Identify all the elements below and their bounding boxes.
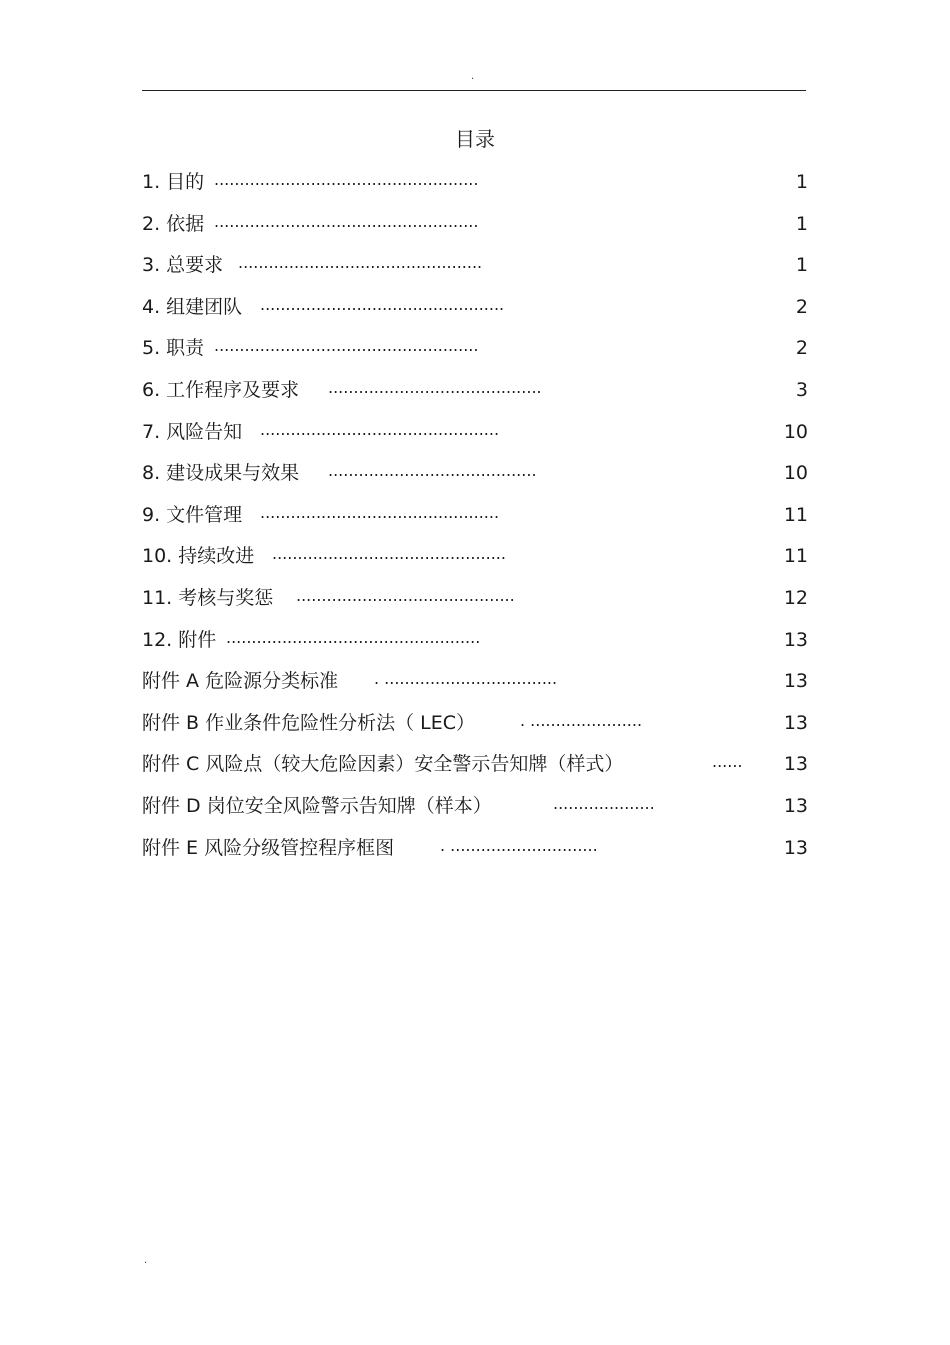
toc-entry-leader: .................................................... <box>214 170 479 189</box>
toc-entry-7[interactable] <box>142 416 808 458</box>
toc-entry-label: 附件 B 作业条件危险性分析法（ LEC） <box>142 711 476 734</box>
footer-mark: . <box>144 1255 148 1266</box>
toc-entry-label: 4. 组建团队 <box>142 295 243 318</box>
toc-entry-label: 7. 风险告知 <box>142 420 243 443</box>
toc-entry-leader: ...... <box>712 752 743 772</box>
table-of-contents <box>142 166 808 873</box>
toc-entry-8[interactable] <box>142 457 808 499</box>
toc-entry-leader: ................................................ <box>260 294 505 314</box>
toc-entry-label: 11. 考核与奖惩 <box>142 586 274 609</box>
toc-entry-12[interactable] <box>142 624 808 666</box>
toc-entry-leader: . ...................... <box>520 710 643 730</box>
toc-entry-10[interactable] <box>142 540 808 582</box>
toc-entry-appendix-a[interactable] <box>142 665 808 707</box>
toc-entry-leader: ............................................... <box>260 419 500 439</box>
toc-entry-3[interactable] <box>142 249 808 291</box>
toc-entry-page: 3 <box>795 378 808 401</box>
toc-entry-1[interactable] <box>142 166 808 208</box>
toc-entry-11[interactable] <box>142 582 808 624</box>
toc-entry-leader: .............................................. <box>272 544 506 564</box>
toc-entry-5[interactable] <box>142 332 808 374</box>
toc-entry-page: 2 <box>795 295 808 318</box>
toc-entry-2[interactable] <box>142 208 808 250</box>
toc-entry-label: 12. 附件 <box>142 628 217 651</box>
toc-entry-page: 12 <box>783 586 808 609</box>
toc-entry-leader: ................................................ <box>238 253 483 273</box>
toc-entry-page: 11 <box>783 503 808 526</box>
header-mark: . <box>471 71 475 82</box>
toc-entry-leader: .................... <box>553 793 655 813</box>
toc-entry-label: 附件 D 岗位安全风险警示告知牌（样本） <box>142 794 492 817</box>
toc-entry-label: 附件 A 危险源分类标准 <box>142 670 339 693</box>
toc-entry-leader: . ............................. <box>440 835 598 855</box>
toc-entry-page: 13 <box>783 836 808 859</box>
toc-entry-page: 10 <box>783 462 808 485</box>
toc-title: 目录 <box>455 127 495 151</box>
toc-entry-leader: . .................................. <box>374 669 558 689</box>
toc-entry-label: 10. 持续改进 <box>142 545 255 568</box>
toc-entry-page: 13 <box>783 711 808 734</box>
toc-entry-page: 13 <box>783 628 808 651</box>
toc-entry-page: 10 <box>783 420 808 443</box>
toc-entry-6[interactable] <box>142 374 808 416</box>
toc-entry-label: 附件 E 风险分级管控程序框图 <box>142 836 395 859</box>
toc-entry-label: 附件 C 风险点（较大危险因素）安全警示告知牌（样式） <box>142 753 624 776</box>
toc-entry-leader: ......................................... <box>328 461 537 481</box>
toc-entry-label: 6. 工作程序及要求 <box>142 378 300 401</box>
toc-entry-leader: .......................................... <box>328 377 542 397</box>
toc-entry-page: 13 <box>783 753 808 776</box>
toc-entry-4[interactable] <box>142 291 808 333</box>
toc-entry-page: 11 <box>783 545 808 568</box>
toc-entry-appendix-b[interactable] <box>142 707 808 749</box>
toc-entry-appendix-d[interactable] <box>142 790 808 832</box>
toc-entry-leader: .................................................... <box>214 336 479 356</box>
toc-entry-9[interactable] <box>142 499 808 541</box>
toc-entry-leader: .................................................. <box>226 627 481 647</box>
toc-entry-page: 1 <box>795 212 808 235</box>
toc-entry-appendix-c[interactable] <box>142 748 808 790</box>
toc-entry-page: 1 <box>795 171 808 193</box>
toc-entry-appendix-e[interactable] <box>142 832 808 874</box>
toc-entry-leader: ........................................... <box>296 585 515 605</box>
toc-entry-label: 9. 文件管理 <box>142 503 243 526</box>
toc-entry-leader: ............................................... <box>260 502 500 522</box>
toc-entry-label: 1. 目的 <box>142 171 205 193</box>
toc-entry-label: 3. 总要求 <box>142 254 224 277</box>
toc-entry-page: 13 <box>783 794 808 817</box>
toc-entry-page: 1 <box>795 254 808 277</box>
toc-entry-label: 5. 职责 <box>142 337 205 360</box>
toc-entry-page: 2 <box>795 337 808 360</box>
header-rule <box>142 90 806 91</box>
toc-entry-label: 8. 建设成果与效果 <box>142 462 300 485</box>
toc-entry-page: 13 <box>783 670 808 693</box>
toc-entry-leader: .................................................... <box>214 211 479 231</box>
toc-entry-label: 2. 依据 <box>142 212 205 235</box>
